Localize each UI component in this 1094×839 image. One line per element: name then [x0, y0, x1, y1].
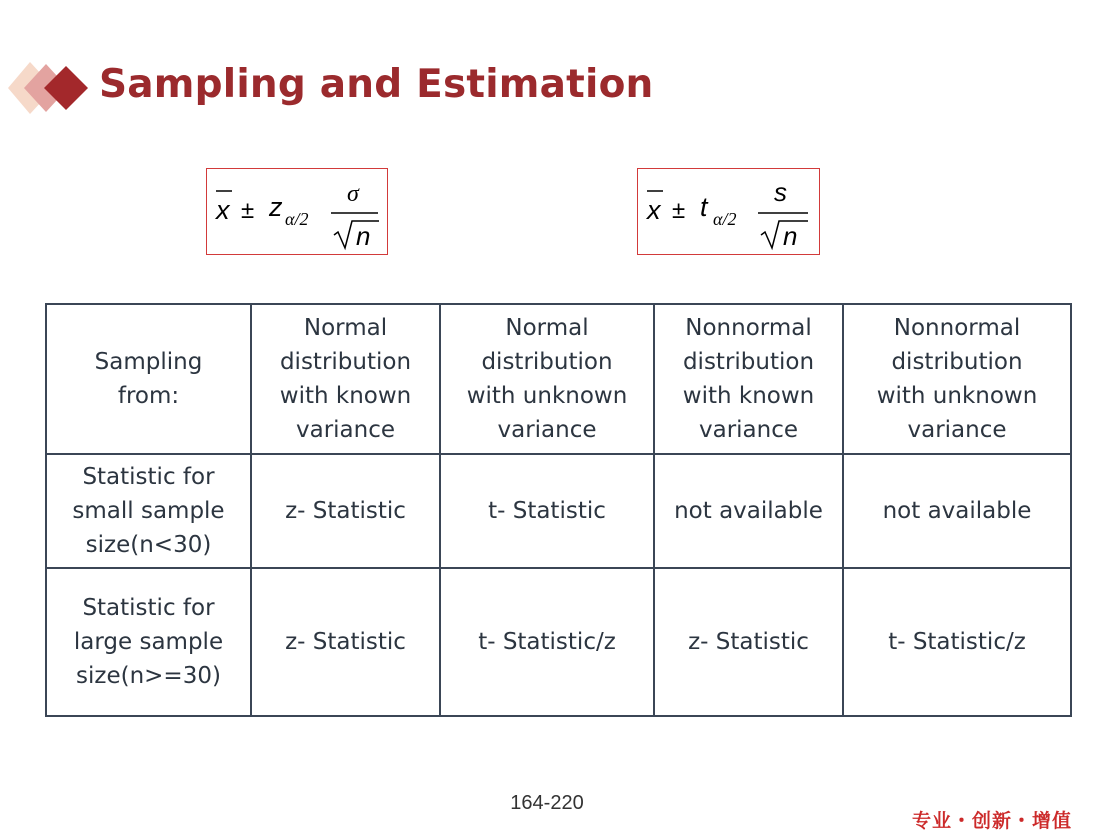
table-row-small-sample: [46, 454, 1071, 568]
z-interval-formula: [206, 168, 388, 255]
formula-n: n: [356, 221, 371, 251]
table-cell: t- Statistic/z: [440, 568, 654, 716]
table-header-row: [46, 304, 1071, 454]
table-cell: not available: [654, 454, 843, 568]
formula-s: s: [774, 177, 787, 207]
formula-n: n: [783, 221, 798, 251]
t-interval-formula: [637, 168, 820, 255]
formula-z-symbol: z: [269, 192, 283, 222]
formula-xbar: x: [647, 195, 661, 225]
table-row-large-sample: [46, 568, 1071, 716]
table-cell: z- Statistic: [654, 568, 843, 716]
logo-diamonds-icon: [8, 60, 98, 120]
footer-slogan: 专业・创新・增值: [911, 810, 1072, 832]
page-title: Sampling and Estimation: [99, 62, 654, 107]
table-cell: z- Statistic: [251, 454, 440, 568]
header-cell-normal-known: Normal distribution with known variance: [251, 304, 440, 454]
row-label-large-sample: Statistic for large sample size(n>=30): [46, 568, 251, 716]
table-cell: not available: [843, 454, 1071, 568]
header-cell-normal-unknown: Normal distribution with unknown variance: [440, 304, 654, 454]
formula-z-subscript: α/2: [285, 209, 309, 229]
header-cell-nonnormal-known: Nonnormal distribution with known variance: [654, 304, 843, 454]
formula-sigma: σ: [347, 181, 359, 207]
formula-plus-minus: ±: [241, 197, 255, 224]
formula-xbar: x: [216, 195, 230, 225]
page-number: 164-220: [510, 792, 584, 814]
formula-t-symbol: t: [700, 192, 708, 222]
formula-plus-minus: ±: [672, 197, 686, 224]
table-cell: t- Statistic/z: [843, 568, 1071, 716]
table-cell: t- Statistic: [440, 454, 654, 568]
row-label-small-sample: Statistic for small sample size(n<30): [46, 454, 251, 568]
table-cell: z- Statistic: [251, 568, 440, 716]
header-cell-sampling-from: Sampling from:: [46, 304, 251, 454]
sampling-statistics-table: [45, 303, 1072, 717]
formula-t-subscript: α/2: [713, 209, 737, 229]
header-cell-nonnormal-unknown: Nonnormal distribution with unknown variance: [843, 304, 1071, 454]
